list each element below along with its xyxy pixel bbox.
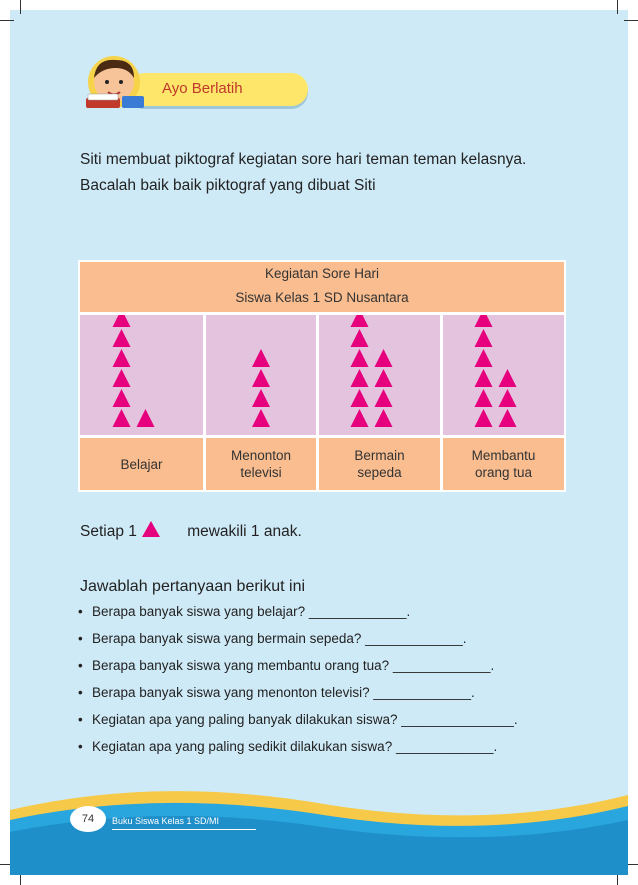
pictograph-column-membantu <box>443 315 564 435</box>
crop-mark <box>20 0 21 14</box>
legend-suffix: mewakili 1 anak. <box>187 523 302 540</box>
crop-mark <box>624 20 638 21</box>
footer-book-title: Buku Siswa Kelas 1 SD/MI <box>112 816 256 830</box>
triangle-icon <box>113 329 131 347</box>
pictograph-label-membantu <box>443 438 564 490</box>
question-text: Kegiatan apa yang paling banyak dilakukan siswa? _______________. <box>92 712 518 727</box>
label-line: televisi <box>240 465 282 480</box>
pictograph-table <box>78 260 566 492</box>
pictograph-title <box>80 262 564 312</box>
triangle-icon <box>351 389 369 407</box>
triangle-icon <box>141 520 161 538</box>
label-line: Menonton <box>230 448 292 463</box>
triangle-icon <box>351 409 369 427</box>
label-line: sepeda <box>357 465 402 480</box>
triangle-icon <box>252 409 270 427</box>
intro-line-2: Bacalah baik baik piktograf yang dibuat Siti <box>80 177 376 194</box>
triangle-icon <box>375 369 393 387</box>
questions-heading: Jawablah pertanyaan berikut ini <box>80 578 306 595</box>
triangle-icon <box>113 349 131 367</box>
question-text: Berapa banyak siswa yang belajar? _____________. <box>92 604 411 619</box>
footer-wave <box>10 780 628 875</box>
question-text: Berapa banyak siswa yang membantu orang tua? _____________. <box>92 658 495 673</box>
triangle-icon <box>252 349 270 367</box>
intro-line-1: Siti membuat piktograf kegiatan sore hari teman teman kelasnya. <box>80 151 527 168</box>
crop-mark <box>617 0 618 14</box>
question-text: Berapa banyak siswa yang menonton televisi? _____________. <box>92 685 475 700</box>
label-line: Bermain <box>354 448 405 463</box>
triangle-icon <box>499 369 517 387</box>
triangle-icon <box>113 409 131 427</box>
list-item: • Berapa banyak siswa yang membantu orang tua? _____________. <box>78 658 495 673</box>
label-line: Belajar <box>120 456 163 472</box>
triangle-icon <box>351 349 369 367</box>
pictograph-label-belajar <box>80 438 203 490</box>
label-line: Membantu <box>471 448 536 463</box>
pictograph-label-bermain <box>319 438 440 490</box>
questions-list <box>78 604 578 766</box>
section-header <box>128 73 308 106</box>
triangle-icon <box>475 389 493 407</box>
triangle-icon <box>375 349 393 367</box>
list-item: • Kegiatan apa yang paling banyak dilakukan siswa? _______________. <box>78 712 518 727</box>
pictograph-column-bermain <box>319 315 440 435</box>
crop-mark <box>0 20 14 21</box>
page-number: 74 <box>70 806 106 832</box>
triangle-icon <box>475 315 493 327</box>
triangle-icon <box>499 389 517 407</box>
list-item: • Kegiatan apa yang paling sedikit dilakukan siswa? _____________. <box>78 739 498 754</box>
pictograph-column-menonton <box>206 315 316 435</box>
pictograph-title-line-1: Kegiatan Sore Hari <box>264 266 380 281</box>
section-header-label: Ayo Berlatih <box>162 80 243 97</box>
triangle-icon <box>113 389 131 407</box>
triangle-icon <box>375 409 393 427</box>
triangle-icon <box>475 409 493 427</box>
triangle-icon <box>113 369 131 387</box>
triangle-icon <box>252 369 270 387</box>
pictograph-column-belajar <box>80 315 203 435</box>
question-text: Berapa banyak siswa yang bermain sepeda? _____________. <box>92 631 467 646</box>
triangle-icon <box>375 389 393 407</box>
triangle-icon <box>499 409 517 427</box>
list-item: • Berapa banyak siswa yang bermain sepeda? _____________. <box>78 631 467 646</box>
triangle-icon <box>475 349 493 367</box>
triangle-icon <box>351 315 369 327</box>
triangle-icon <box>137 409 155 427</box>
triangle-icon <box>113 315 131 327</box>
intro-text <box>80 147 570 199</box>
triangle-icon <box>475 369 493 387</box>
label-line: orang tua <box>474 465 533 480</box>
question-text: Kegiatan apa yang paling sedikit dilakukan siswa? _____________. <box>92 739 498 754</box>
legend-prefix: Setiap 1 <box>80 523 137 540</box>
pictograph-label-menonton <box>206 438 316 490</box>
student-mascot-icon <box>72 52 152 114</box>
list-item: • Berapa banyak siswa yang belajar? _____________. <box>78 604 411 619</box>
pictograph-legend <box>80 520 302 541</box>
triangle-icon <box>475 329 493 347</box>
list-item: • Berapa banyak siswa yang menonton televisi? _____________. <box>78 685 475 700</box>
triangle-icon <box>351 369 369 387</box>
triangle-icon <box>252 389 270 407</box>
pictograph-title-line-2: Siswa Kelas 1 SD Nusantara <box>235 290 409 305</box>
triangle-icon <box>351 329 369 347</box>
